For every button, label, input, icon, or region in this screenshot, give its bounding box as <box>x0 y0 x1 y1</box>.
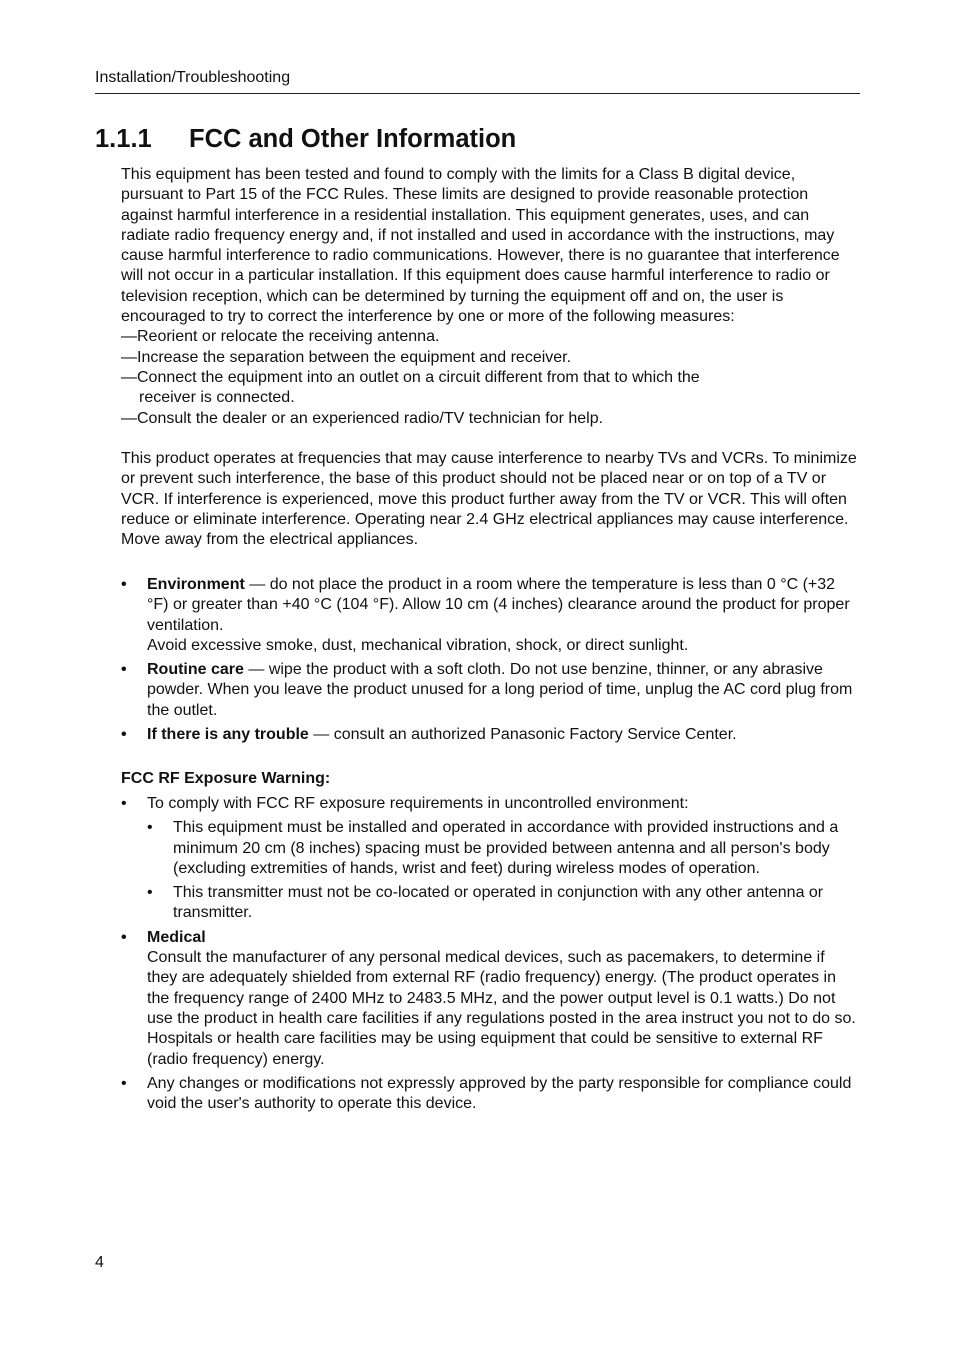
fcc-compliance-paragraph: This equipment has been tested and found to comply with the limits for a Class B digital device, pursuant to Part 15 of the FCC Rules. These limits are designed to provide reasonable protection against harmful interference in a residential installation. This equipment generates, uses, and can radiate radio frequency energy and, if not installed and used in accordance with the instructions, may cause harmful interference to radio communications. However, there is no guarantee that interference will not occur in a particular installation. If this equipment does cause harmful interference to radio or television reception, which can be determined by turning the equipment off and on, the user is encouraged to try to correct the interference by one or more of the following measures: <box>121 166 840 326</box>
rf-list <box>121 794 859 1118</box>
rf-colocation-text: This transmitter must not be co-located or operated in conjunction with any other antenna or transmitter. <box>173 884 824 922</box>
measure-item: —Reorient or relocate the receiving antenna. <box>121 328 440 346</box>
measure-item: —Consult the dealer or an experienced radio/TV technician for help. <box>121 409 604 427</box>
bullet-icon: • <box>121 726 127 744</box>
bullet-icon: • <box>121 576 127 593</box>
bullet-icon: • <box>147 884 153 902</box>
rf-warning-heading: FCC RF Exposure Warning: <box>121 770 331 787</box>
list-item-routine-care <box>121 660 859 721</box>
care-list <box>121 575 859 749</box>
list-item-trouble <box>121 725 859 745</box>
measure-item-continued: receiver is connected. <box>139 389 295 407</box>
trouble-text: — consult an authorized Panasonic Factory Service Center. <box>308 726 737 744</box>
environment-text-2: Avoid excessive smoke, dust, mechanical vibration, shock, or direct sunlight. <box>147 636 689 654</box>
measure-item: —Connect the equipment into an outlet on a circuit different from that to which the <box>121 368 700 386</box>
medical-text: Consult the manufacturer of any personal medical devices, such as pacemakers, to determine if they are adequately shielded from external RF (radio frequency) energy. (The product operates in the frequency range of 2400 MHz to 2483.5 MHz, and the power output level is 0.1 watts.) Do not use the product in health care facilities if any regulations posted in the area instruct you not to do so. Hospitals or health care facilities may be using equipment that could be sensitive to external RF (radio frequency) energy. <box>147 949 856 1068</box>
section-title <box>95 123 516 155</box>
section-title-text: FCC and Other Information <box>189 125 517 153</box>
sub-list-item <box>147 883 859 924</box>
trouble-label: If there is any trouble <box>147 726 309 744</box>
list-item-changes <box>121 1074 859 1115</box>
list-item-rf-comply <box>121 794 859 924</box>
bullet-icon: • <box>147 819 153 837</box>
bullet-icon: • <box>121 795 127 812</box>
changes-text: Any changes or modifications not expressly approved by the party responsible for compliance could void the user's authority to operate this device. <box>147 1074 852 1113</box>
measure-item: —Increase the separation between the equipment and receiver. <box>121 348 572 366</box>
bullet-icon: • <box>121 661 127 679</box>
page-number: 4 <box>95 1254 104 1271</box>
environment-text: — do not place the product in a room where the temperature is less than 0 °C (+32 °F) or greater than +40 °C (104 °F). Allow 10 cm (4 inches) clearance around the product for proper ventilation. <box>147 576 850 634</box>
rf-comply-text: To comply with FCC RF exposure requirements in uncontrolled environment: <box>147 795 689 812</box>
bullet-icon: • <box>121 1074 127 1092</box>
routine-care-text: — wipe the product with a soft cloth. Do not use benzine, thinner, or any abrasive powder. When you leave the product unused for a long period of time, unplug the AC cord plug from the outlet. <box>147 661 853 719</box>
running-header: Installation/Troubleshooting <box>95 69 860 94</box>
rf-spacing-text: This equipment must be installed and operated in accordance with provided instructions and a minimum 20 cm (8 inches) spacing must be provided between antenna and all person's body (excluding extremities of hands, wrist and feet) during wireless modes of operation. <box>173 819 839 877</box>
bullet-icon: • <box>121 928 127 946</box>
section-number: 1.1.1 <box>95 125 152 153</box>
medical-label: Medical <box>147 928 206 946</box>
list-item-environment <box>121 575 859 656</box>
interference-paragraph: This product operates at frequencies that may cause interference to nearby TVs and VCRs. To minimize or prevent such interference, the base of this product should not be placed near or on top of a TV or VCR. If interference is experienced, move this product further away from the TV or VCR. This will often reduce or eliminate interference. Operating near 2.4 GHz electrical appliances may cause interference. Move away from the electrical appliances. <box>121 450 857 549</box>
sub-list-item <box>147 818 859 879</box>
rf-sub-list <box>147 818 859 923</box>
list-item-medical <box>121 928 859 1070</box>
environment-label: Environment <box>147 576 245 593</box>
routine-care-label: Routine care <box>147 661 244 679</box>
fcc-intro <box>121 165 859 551</box>
